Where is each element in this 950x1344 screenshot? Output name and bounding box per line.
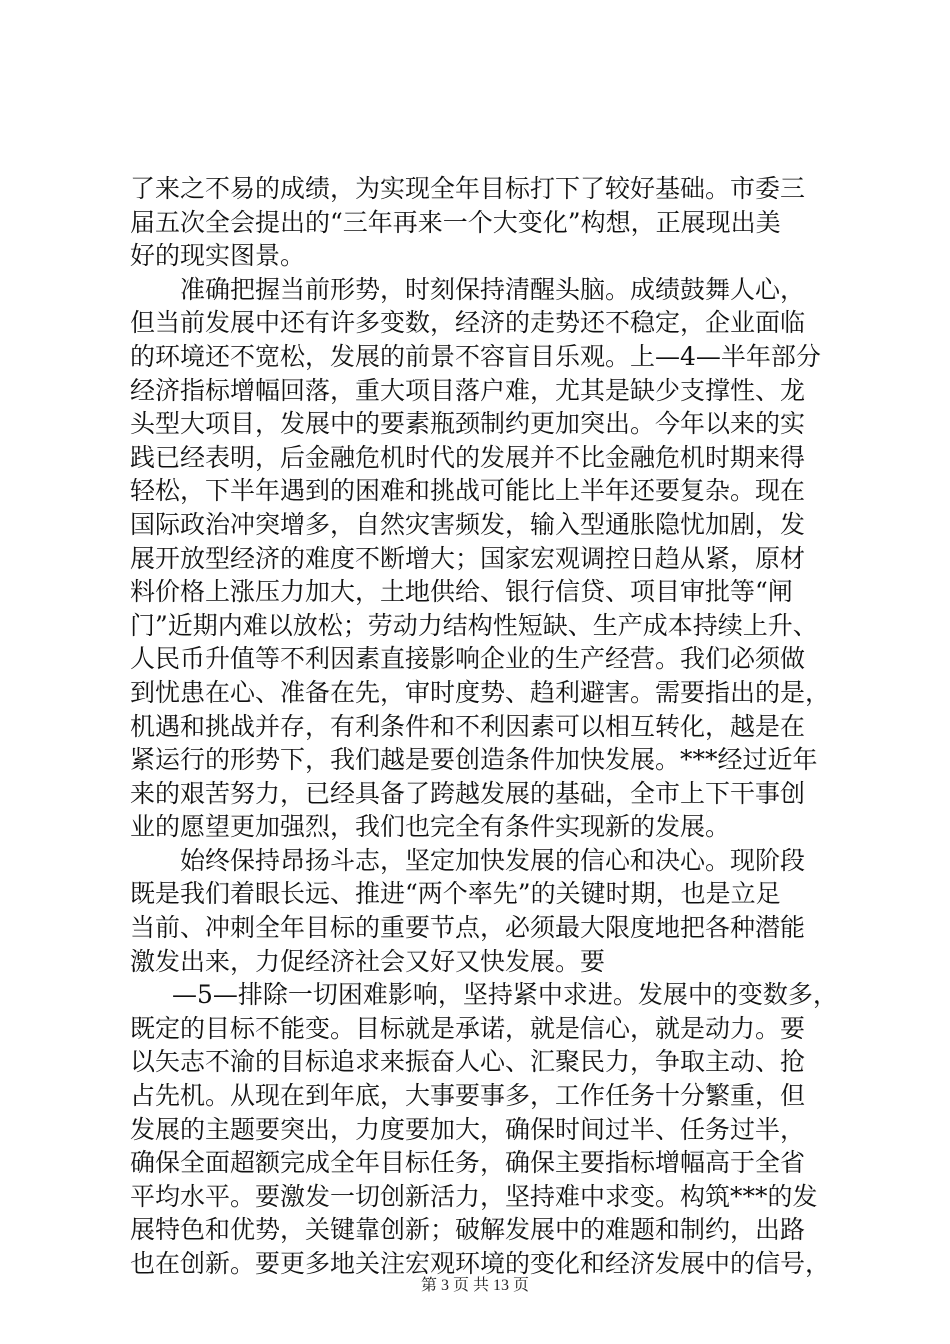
text-line: 到忧患在心、准备在先，审时度势、趋利避害。需要指出的是， xyxy=(130,677,831,707)
text-line: 既定的目标不能变。目标就是承诺，就是信心，就是动力。要 xyxy=(130,1013,806,1043)
text-line: 确保全面超额完成全年目标任务，确保主要指标增幅高于全省 xyxy=(130,1148,806,1178)
text-line: 了来之不易的成绩，为实现全年目标打下了较好基础。市委三 xyxy=(130,174,806,203)
text-line: 发展的主题要突出，力度要加大，确保时间过半、任务过半， xyxy=(130,1114,806,1144)
text-line: 门”近期内难以放松；劳动力结构性短缺、生产成本持续上升、 xyxy=(130,610,818,640)
paragraph-start-line: 准确把握当前形势，时刻保持清醒头脑。成绩鼓舞人心， xyxy=(180,274,806,304)
text-line: 平均水平。要激发一切创新活力，坚持难中求变。构筑***的发 xyxy=(130,1181,818,1211)
text-line: 激发出来，力促经济社会又好又快发展。要 xyxy=(130,946,606,976)
text-line: 料价格上涨压力加大，土地供给、银行信贷、项目审批等“闸 xyxy=(130,577,793,607)
text-line: 的环境还不宽松，发展的前景不容盲目乐观。上—4—半年部分 xyxy=(130,341,821,371)
paragraph-start-line: 始终保持昂扬斗志，坚定加快发展的信心和决心。现阶段 xyxy=(180,845,806,875)
text-line: 来的艰苦努力，已经具备了跨越发展的基础，全市上下干事创 xyxy=(130,778,806,808)
paragraph-start-line: —5—排除一切困难影响，坚持紧中求进。发展中的变数多， xyxy=(172,980,838,1010)
text-line: 届五次全会提出的“三年再来一个大变化”构想，正展现出美 xyxy=(130,207,781,237)
text-line: 头型大项目，发展中的要素瓶颈制约更加突出。今年以来的实 xyxy=(130,409,806,439)
page-number-footer: 第 3 页 共 13 页 xyxy=(420,1277,529,1294)
text-line: 既是我们着眼长远、推进“两个率先”的关键时期，也是立足 xyxy=(130,879,781,909)
text-line: 国际政治冲突增多，自然灾害频发，输入型通胀隐忧加剧，发 xyxy=(130,509,806,539)
body-text xyxy=(130,172,840,1281)
text-line: 轻松，下半年遇到的困难和挑战可能比上半年还要复杂。现在 xyxy=(130,476,806,506)
text-line: 紧运行的形势下，我们越是要创造条件加快发展。***经过近年 xyxy=(130,745,818,775)
text-line: 以矢志不渝的目标追求来振奋人心、汇聚民力，争取主动、抢 xyxy=(130,1047,806,1077)
text-line: 占先机。从现在到年底，大事要事多，工作任务十分繁重，但 xyxy=(130,1081,806,1111)
text-line: 当前、冲刺全年目标的重要节点，必须最大限度地把各种潜能 xyxy=(130,913,806,943)
text-line: 展开放型经济的难度不断增大；国家宏观调控日趋从紧，原材 xyxy=(130,543,806,573)
text-line: 也在创新。要更多地关注宏观环境的变化和经济发展中的信号， xyxy=(130,1249,831,1278)
text-line: 践已经表明，后金融危机时代的发展并不比金融危机时期来得 xyxy=(130,442,806,472)
text-line: 人民币升值等不利因素直接影响企业的生产经营。我们必须做 xyxy=(130,644,806,674)
text-line: 业的愿望更加强烈，我们也完全有条件实现新的发展。 xyxy=(130,812,731,842)
text-line: 但当前发展中还有许多变数，经济的走势还不稳定，企业面临 xyxy=(130,308,806,338)
text-line: 机遇和挑战并存，有利条件和不利因素可以相互转化，越是在 xyxy=(130,711,806,741)
text-line: 经济指标增幅回落，重大项目落户难，尤其是缺少支撑性、龙 xyxy=(130,375,806,405)
text-line: 好的现实图景。 xyxy=(130,241,306,271)
text-line: 展特色和优势，关键靠创新；破解发展中的难题和制约，出路 xyxy=(130,1215,806,1245)
